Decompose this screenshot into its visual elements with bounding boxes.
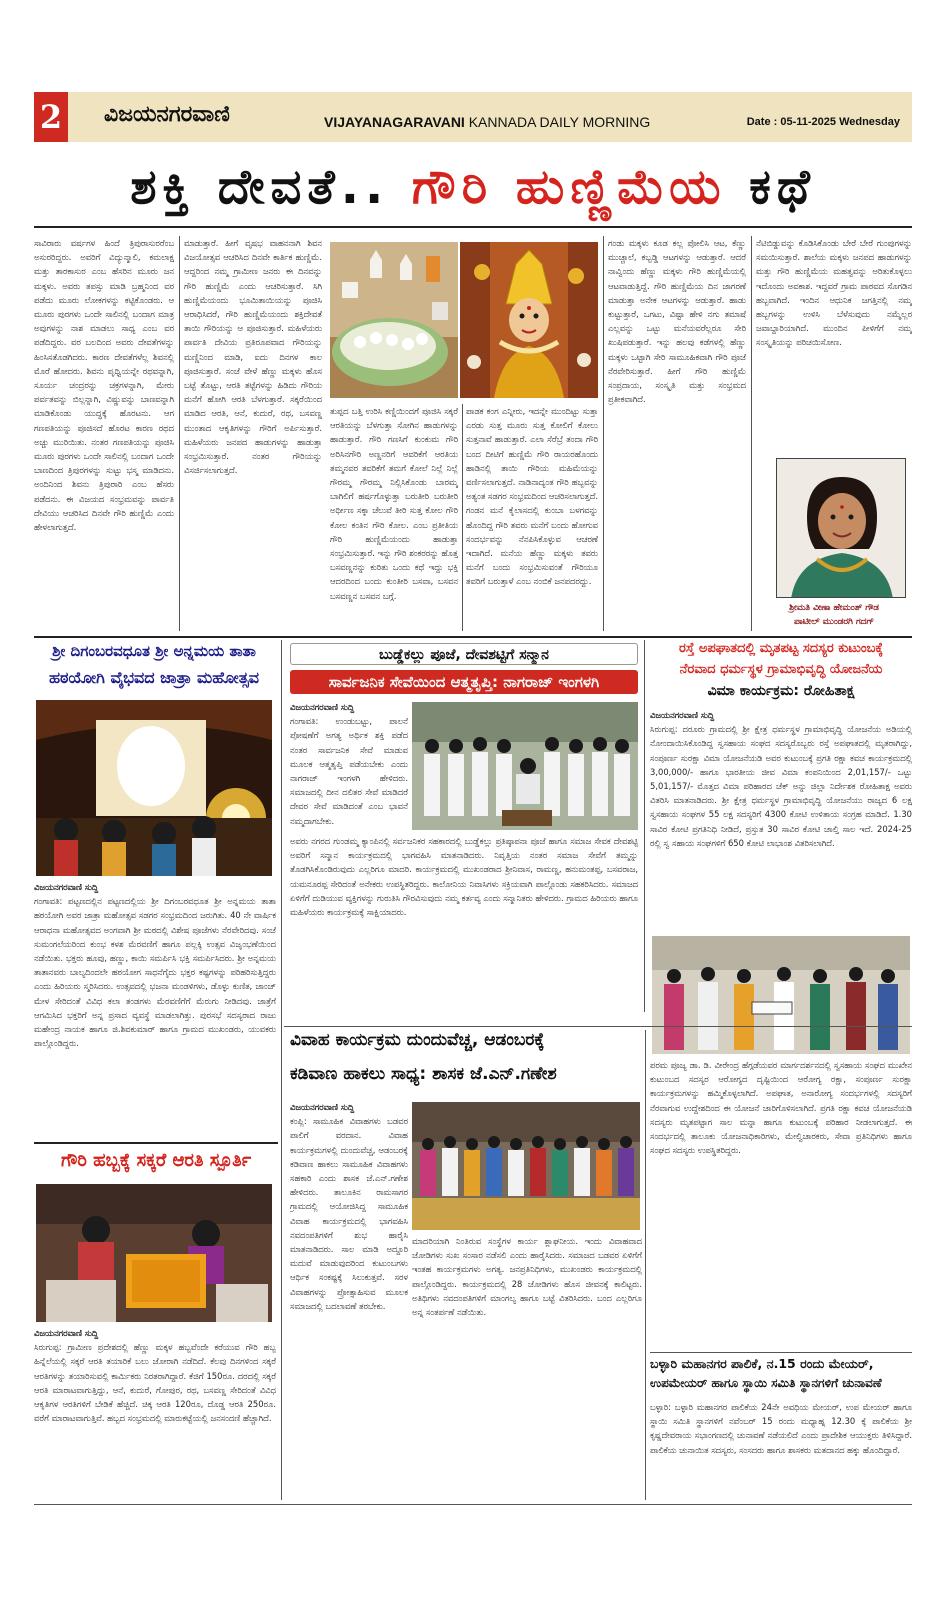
story-f-headline-3: ವಿಮಾ ಕಾರ್ಯಕ್ರಮ: ರೋಹಿತಾಕ್ಷ [707,683,855,699]
story-f-text: ಸಿರುಗುಪ್ಪ: ದರೂರು ಗ್ರಾಮದಲ್ಲಿ ಶ್ರೀ ಕ್ಷೇತ್ರ ಧರ್ಮಸ್ಥಳ ಗ್ರಾಮಾಭಿವೃದ್ಧಿ ಯೋಜನೆಯ ಅಡಿಯಲ್ಲಿ ನೋಂದಾಯಿಸಿಕೊಂಡಿದ್ದ ಸ್ವಸಹಾಯ ಸಂಘದ ಸದಸ್ಯರೊಬ್ಬರು ರಸ್ತೆ ಅಪಘಾತದಲ್ಲಿ ಮೃತರಾಗಿದ್ದು, ಸಂಪೂರ್ಣ ಸುರಕ್ಷಾ ವಿಮಾ ಯೋಜನೆಯಡಿ ಅವರ ಕುಟುಂಬಕ್ಕೆ ಪ್ರಗತಿ ರಕ್ಷಾ ಕವಚ ಕಾರ್ಯಕ್ರಮದಲ್ಲಿ 3,00,000/- ಹಾಗೂ ಭಾರತೀಯ ಜೀವ ವಿಮಾ ಕಂಪನಿಯಿಂದ 2,01,157/- ಒಟ್ಟು 5,01,157/- ಮೊತ್ತದ ವಿಮಾ ಪರಿಹಾರದ ಚೆಕ್ ಅನ್ನು ಜಿಲ್ಲಾ ನಿರ್ದೇಶಕ ರೋಹಿತಾಕ್ಷ ಅವರು ವಿತರಿಸಿ ಮಾತನಾಡಿದರು. ಶ್ರೀ ಕ್ಷೇತ್ರ ಧರ್ಮಸ್ಥಳ ಗ್ರಾಮಾಭಿವೃದ್ಧಿ ಯೋಜನೆಯು ರಾಜ್ಯದ 6 ಲಕ್ಷ ಸ್ವಸಹಾಯ ಸಂಘಗಳ 55 ಲಕ್ಷ ಸದಸ್ಯರಿಗೆ 4300 ಕೋಟಿ ಉಳಿತಾಯ ಸಂಗ್ರಹ ಮಾಡಿದೆ. 1.30 ಸಾವಿರ ಕೋಟಿ ಪ್ರಗತಿನಿಧಿ ನೀಡಿದೆ, ಪ್ರಸ್ತುತ 30 ಸಾವಿರ ಕೋಟಿ ಚಾಲ್ತಿ ಸಾಲ ಇದೆ. 2024-25 ರಲ್ಲಿ ಸ್ವ ಸಹಾಯ ಸಂಘಗಳಿಗೆ 650 ಕೋಟಿ ಲಾಭಾಂಶ ವಿತರಿಸಲಾಗಿದೆ. [650,724,912,848]
sugar-figures-illustration [330,242,458,398]
story-e-text-left: ಕಂಪ್ಲಿ: ಸಾಮೂಹಿಕ ವಿವಾಹಗಳು ಬಡವರ ಪಾಲಿಗೆ ವರದಾನ. ವಿವಾಹ ಕಾರ್ಯಕ್ರಮಗಳಲ್ಲಿ ದುಂದುವೆಚ್ಚ, ಆಡಂಬರಕ್ಕೆ ಕಡಿವಾಣ ಹಾಕಲು ಸಾಮೂಹಿಕ ವಿವಾಹಗಳು ಸಹಕಾರಿ ಎಂದು ಶಾಸಕ ಜೆ.ಎನ್.ಗಣೇಶ ಹೇಳಿದರು. ತಾಲೂಕಿನ ರಾಮಸಾಗರ ಗ್ರಾಮದಲ್ಲಿ ಆಯೋಜಿಸಿದ್ದ ಸಾಮೂಹಿಕ ವಿವಾಹ ಕಾರ್ಯಕ್ರಮದಲ್ಲಿ ಭಾಗವಹಿಸಿ ನವದಂಪತಿಗಳಿಗೆ ಶುಭ ಹಾರೈಸಿ ಮಾತನಾಡಿದರು. ಸಾಲ ಮಾಡಿ ಅದ್ದೂರಿ ಮದುವೆ ಮಾಡುವುದರಿಂದ ಕುಟುಂಬಗಳು ಆರ್ಥಿಕ ಸಂಕಷ್ಟಕ್ಕೆ ಸಿಲುಕುತ್ತವೆ. ಸರಳ ವಿವಾಹಗಳನ್ನು ಪ್ರೋತ್ಸಾಹಿಸುವ ಮೂಲಕ ಸಮಾಜದಲ್ಲಿ ಬದಲಾವಣೆ ತರಬೇಕು. [290,1116,408,1311]
lead-top-rule [34,226,912,228]
column-divider [462,404,463,631]
story-d-text-left: ಗಂಗಾವತಿ: ಉಂಡುಬಟ್ಟು, ಪಾಲನೆ ಪೋಷಣೆಗೆ ಅಗತ್ಯ ಅರ್ಥಿಕ ಶಕ್ತಿ ಪಡೆದ ನಂತರ ಸಾರ್ವಜನಿಕ ಸೇವೆ ಮಾಡುವ ಮೂಲಕ ಆತ್ಮತೃಪ್ತಿ ಪಡೆಯಬೇಕು ಎಂದು ನಾಗರಾಜ್ ಇಂಗಳಗಿ ಹೇಳಿದರು. ಸಮಾಜದಲ್ಲಿ ದೀನ ದಲಿತರ ಸೇವೆ ಮಾಡಿದರೆ ದೇವರ ಸೇವೆ ಮಾಡಿದಂತೆ ಎಂಬ ಭಾವನೆ ನಮ್ಮದಾಗಬೇಕು. [290,716,408,826]
lead-headline-part1: ಶಕ್ತಿ ದೇವತೆ.. [130,159,412,215]
lead-headline-part2: ಗೌರಿ ಹುಣ್ಣಿಮೆಯ [411,159,727,215]
section-divider-right [644,640,645,1012]
festival-night-illustration [36,700,272,876]
story-e-body-right: ಮಾದರಿಯಾಗಿ ನಿಂತಿರುವ ಸಂಸ್ಥೆಗಳ ಕಾರ್ಯ ಶ್ಲಾಘನೀಯ. ಇಂದು ವಿವಾಹವಾದ ಜೋಡಿಗಳು ಸುಖ ಸಂಸಾರ ನಡೆಸಲಿ ಎಂದು ಹಾರೈಸಿದರು. ಸಮಾಜದ ಬಡವರ ಏಳಿಗೆಗೆ ಇಂತಹ ಕಾರ್ಯಕ್ರಮಗಳು ಅಗತ್ಯ. ಜನಪ್ರತಿನಿಧಿಗಳು, ಮುಖಂಡರು ಕಾರ್ಯಕ್ರಮದಲ್ಲಿ ಪಾಲ್ಗೊಂಡಿದ್ದರು. ಕಾರ್ಯಕ್ರಮದಲ್ಲಿ 28 ಜೋಡಿಗಳು ಹೊಸ ಜೀವನಕ್ಕೆ ಕಾಲಿಟ್ಟರು. ಅತಿಥಿಗಳು ನವದಂಪತಿಗಳಿಗೆ ಮಾಂಗಲ್ಯ ಹಾಗೂ ಬಟ್ಟೆ ವಿತರಿಸಿದರು. ಬಂದ ಎಲ್ಲರಿಗೂ ಅನ್ನ ಸಂತರ್ಪಣೆ ನಡೆಯಿತು. [412,1236,642,1318]
story-b-photo-festival [36,700,272,876]
story-g-top-rule [650,1352,912,1353]
story-b-text: ಗಂಗಾವತಿ: ಪಟ್ಟಣದಲ್ಲಿನ ಪಟ್ಟಣದಲ್ಲಿಯ ಶ್ರೀ ದಿಗಂಬರವಧೂತ ಶ್ರೀ ಅನ್ನಮಯ ತಾತಾ ಹಠಯೋಗಿ ಅವರ ಜಾತ್ರಾ ಮಹೋತ್ಸವ ಸಡಗರ ಸಂಭ್ರಮದಿಂದ ಜರುಗಿತು. 40 ನೇ ವಾರ್ಷಿಕ ಆರಾಧನಾ ಮಹೋತ್ಸವದ ಅಂಗವಾಗಿ ಶ್ರೀ ಮಠದಲ್ಲಿ ವಿಶೇಷ ಪೂಜೆಗಳು ನೆರವೇರಿದವು. ಸಂಜೆ ಸುಮಂಗಲೆಯರಿಂದ ಕುಂಭ ಕಳಶ ಮೆರವಣಿಗೆ ಹಾಗೂ ಪಲ್ಲಕ್ಕಿ ಉತ್ಸವ ವಿಜೃಂಭಣೆಯಿಂದ ನಡೆಯಿತು. ಭಕ್ತರು ಹೂವು, ಹಣ್ಣು, ಕಾಯಿ ಸಮರ್ಪಿಸಿ ಭಕ್ತಿ ಸಮರ್ಪಿಸಿದರು. ಶ್ರೀ ಅನ್ನಮಯ ತಾತಾನವರು ಬಾಲ್ಯದಿಂದಲೇ ಹಠಯೋಗ ಸಾಧನೆಗೈದು ಭಕ್ತರ ಕಷ್ಟಗಳನ್ನು ಪರಿಹರಿಸುತ್ತಿದ್ದರು ಎಂದು ಹಿರಿಯರು ಸ್ಮರಿಸಿದರು. ಉತ್ಸವದಲ್ಲಿ ಭಜನಾ ಮಂಡಳಿಗಳು, ಡೊಳ್ಳು ಕುಣಿತ, ಜಾಂಜ್ ಮೇಳ ಸೇರಿದಂತೆ ವಿವಿಧ ಕಲಾ ತಂಡಗಳು ಮೆರವಣಿಗೆಗೆ ಮೆರುಗು ನೀಡಿದವು. ಜಾತ್ರೆಗೆ ಆಗಮಿಸಿದ ಭಕ್ತರಿಗೆ ಅನ್ನ ಪ್ರಸಾದ ವ್ಯವಸ್ಥೆ ಮಾಡಲಾಗಿತ್ತು. ಪುರಸಭೆ ಸದಸ್ಯರಾದ ರಾಜು ಮಹೇಂದ್ರ ನಾಯಕ ಹಾಗೂ ಜಿ.ಶಿವಕುಮಾರ್ ಹಾಗೂ ಗ್ರಾಮದ ಮುಖಂಡರು, ಯುವಕರು ಪಾಲ್ಗೊಂಡಿದ್ದರು. [34,896,276,1049]
page-bottom-rule [34,1504,912,1505]
story-b-bottom-rule [34,1142,278,1144]
author-place: ಪಾಟೀಲ್ ಮುಂಡರಗಿ ಗದಗ್ [794,617,874,627]
author-photo [776,458,906,598]
story-d-body-main: ಅವರು ನಗರದ ಗುಂಡಮ್ಮ ಕ್ಯಾಂಪಿನಲ್ಲಿ ಸರ್ವಜನಿಕರ ಸಹಕಾರದಲ್ಲಿ ಬುಡ್ಡೆಕಲ್ಲು ಪ್ರತಿಷ್ಠಾಪನಾ ಪೂಜೆ ಹಾಗೂ ಸಮಾಜ ಸೇವಕ ದೇವಶಟ್ಟಿ ಅವರಿಗೆ ಸನ್ಮಾನ ಕಾರ್ಯಕ್ರಮದಲ್ಲಿ ಭಾಗವಹಿಸಿ ಮಾತನಾಡಿದರು. ನಿವೃತ್ತಿಯ ನಂತರ ಸಮಾಜ ಸೇವೆಗೆ ತಮ್ಮನ್ನು ತೊಡಗಿಸಿಕೊಂಡಿರುವುದು ಎಲ್ಲರಿಗೂ ಮಾದರಿ. ಕಾರ್ಯಕ್ರಮದಲ್ಲಿ ಮುಖಂಡರಾದ ಶ್ರೀನಿವಾಸ, ರಾಮಣ್ಣ, ಹನುಮಂತಪ್ಪ, ಬಸವರಾಜ, ಯಮನೂರಪ್ಪ ಸೇರಿದಂತೆ ಅನೇಕರು ಉಪಸ್ಥಿತರಿದ್ದರು. ಕಾಲೋನಿಯ ನಿವಾಸಿಗಳು ಸಕ್ರಿಯವಾಗಿ ಪಾಲ್ಗೊಂಡು ಸಹಕರಿಸಿದರು. ಸಮಾಜದ ಏಳಿಗೆಗೆ ದುಡಿಯುವ ವ್ಯಕ್ತಿಗಳನ್ನು ಗುರುತಿಸಿ ಗೌರವಿಸುವುದು ನಮ್ಮ ಕರ್ತವ್ಯ ಎಂದು ಸನ್ಮಾನಿತರು ಹೇಳಿದರು. ಗ್ರಾಮದ ಹಿರಿಯರು ಹಾಗೂ ಮಹಿಳೆಯರು ಕಾರ್ಯಕ್ರಮಕ್ಕೆ ಸಾಕ್ಷಿಯಾದರು. [290,836,638,918]
story-b-headline-1: ಶ್ರೀ ದಿಗಂಬರವಧೂತ ಶ್ರೀ ಅನ್ನಮಯ ತಾತಾ [52,642,256,660]
story-e-photo-wedding [412,1102,640,1230]
story-c-body [34,1326,276,1496]
masthead [34,92,912,142]
story-f-headline-1: ರಸ್ತೆ ಅಪಘಾತದಲ್ಲಿ ಮೃತಪಟ್ಟ ಸದಸ್ಯರ ಕುಟುಂಬಕ್ಕೆ [678,641,884,656]
story-e-body-left [290,1100,408,1500]
sugar-arati-workshop-illustration [36,1184,272,1322]
lead-column-5: ಗಂಡು ಮಕ್ಕಳು ಕೂಡ ಕಲ್ಲ ಪೋಲಿಸಿ ಆಟ, ಕೆಣ್ಣು ಮುಚ್ಚಾಲೆ, ಕಬ್ಬಡ್ಡಿ ಆಟಗಳನ್ನು ಆಡುತ್ತಾರೆ. ಆದರೆ ನಾವ್ವಿಂದು ಹೆಣ್ಣು ಮಕ್ಕಳು ಗೌರಿ ಹುಣ್ಣಿಮೆಯಲ್ಲಿ ಆಟವಾಡುತ್ತಿದ್ದೆ. ಗೌರಿ ಹುಣ್ಣಿಮೆಯ ದಿನ ಜಾಗರಣೆ ಮಾಡುತ್ತಾ ಅನೇಕ ಆಟಗಳನ್ನು ಆಡುತ್ತಾರೆ. ಹಾಡು ಕುಟ್ಟುತ್ತಾರೆ, ಒಗಟು, ವಿಷ್ಟಾ ಹೇಳಿ ನಗು ತಮಾಷೆ ಎಲ್ಲವನ್ನು ಒಟ್ಟು ಮನೆಯವರೆಲ್ಲರೂ ಸೇರಿ ಖುಷಿಪಡುತ್ತಾರೆ. ಇನ್ನು ಹಲವು ಕಡೆಗಳಲ್ಲಿ ಹೆಣ್ಣು ಮಕ್ಕಳು ಒಟ್ಟಾಗಿ ಸೇರಿ ಸಾಮೂಹಿಕವಾಗಿ ಗೌರಿ ಪೂಜೆ ನೆರವೇರಿಸುತ್ತಾರೆ. ಹೀಗೆ ಗೌರಿ ಹುಣ್ಣಿಮೆ ಸಂಪ್ರದಾಯ, ಸಂಸ್ಕೃತಿ ಮತ್ತು ಸಂಭ್ರಮದ ಪ್ರತೀಕವಾಗಿದೆ. [608,238,746,405]
story-e-dateline: ವಿಜಯನಗರವಾಣಿ ಸುದ್ದಿ [290,1102,355,1112]
mass-wedding-illustration [412,1102,640,1230]
lead-headline-part3: ಕಥೆ [726,159,816,215]
author-name: ಶ್ರೀಮತಿ ವೀಣಾ ಹೇಮಂತ್ ಗೌಡ [789,603,879,613]
column-divider [603,236,604,631]
lead-photo-gauri-idol [460,242,598,398]
author-portrait-illustration [777,459,906,598]
section-divider-right-lower [645,1030,646,1500]
story-b-body [34,880,276,1138]
story-d-photo-group [412,702,638,830]
gauri-idol-illustration [460,242,598,398]
story-g-headline-2: ಉಪಮೇಯರ್ ಹಾಗೂ ಸ್ಥಾಯಿ ಸಮಿತಿ ಸ್ಥಾನಗಳಿಗೆ ಚುನಾವಣೆ [650,1376,882,1390]
lead-column-4: ಪಾಡಕ ಕಂಗ ಎನ್ನೀರು, ಇದನ್ನೇ ಮುಂದಿಟ್ಟು ಸುತ್ತಾ ಎರಡು ಸುತ್ತ ಮೂರು ಸುತ್ತ ಕೋಲಿಗೆ ಕೋಲು ಸುತ್ತನಾವೆ ಹಾಡುತ್ತಾರೆ. ಎಲಾ ಸೆರೆಬ್ರೆ ತಂದಾ ಗೌರಿ ಬಂದ ದೀಟಿಗೆ ಹುಣ್ಣಿಮೆ ಗೌರಿ ರಾಯರಹೊಂದು ಹಾಡಿನಲ್ಲಿ ತಾಯಿ ಗೌರಿಯ ಮಹಿಮೆಯನ್ನು ವರ್ಣಿಸಲಾಗುತ್ತದೆ. ನಾಡಿನಾದ್ಯಂತ ಗೌರಿ ಹಬ್ಬವನ್ನು ಅತ್ಯಂತ ಸಡಗರ ಸಂಭ್ರಮದಿಂದ ಆಚರಿಸಲಾಗುತ್ತದೆ. ಗಂಡನ ಮನೆ ಕೈಲಾಸದಲ್ಲಿ ಕುಂಬಾ ಬಳಗವನ್ನು ಹೊಂದಿದ್ದ ಗೌರಿ ತವರು ಮನೆಗೆ ಬಂದು ಹೋಗುವ ಸಂದರ್ಭವನ್ನು ನೆನಪಿಸಿಕೊಳ್ಳುವ ಆಚರಣೆ ಇದಾಗಿದೆ. ಮನೆಯ ಹೆಣ್ಣು ಮಕ್ಕಳು ತವರು ಮನೆಗೆ ಬಂದು ಸಂಭ್ರಮಿಸುವಂತೆ ಗೌರಿಯೂ ತವರಿಗೆ ಬರುತ್ತಾಳೆ ಎಂಬ ನಂಬಿಕೆ ಜನಪದರದ್ದು. [466,406,598,587]
story-c-photo-sugar-arati [36,1184,272,1322]
page-number: 2 [34,92,68,142]
lead-bottom-rule [34,636,912,638]
story-d-banner: ಬುಡ್ಡೆಕಲ್ಲು ಪೂಜೆ, ದೇವಶಟ್ಟಿಗೆ ಸನ್ಮಾನ [290,643,638,665]
story-d-headline: ಸಾರ್ವಜನಿಕ ಸೇವೆಯಿಂದ ಆತ್ಮತೃಪ್ತಿ: ನಾಗರಾಜ್ ಇಂಗಳಗಿ [290,670,638,694]
lead-photo-sugar-figures [330,242,458,398]
lead-headline [34,152,912,222]
group-honor-illustration [412,702,638,830]
story-b-headline-2: ಹಠಯೋಗಿ ವೈಭವದ ಜಾತ್ರಾ ಮಹೋತ್ಸವ [48,668,260,687]
story-c-text: ಸಿರುಗುಪ್ಪ: ಗ್ರಾಮೀಣ ಪ್ರದೇಶದಲ್ಲಿ ಹೆಣ್ಣು ಮಕ್ಕಳ ಹಬ್ಬವೆಂದೇ ಕರೆಯುವ ಗೌರಿ ಹಬ್ಬ ಹಿನ್ನೆಲೆಯಲ್ಲಿ ಸಕ್ಕರೆ ಆರತಿ ತಯಾರಿಕೆ ಬಲು ಜೋರಾಗಿ ನಡೆದಿದೆ. ಕೆಲವು ದಿನಗಳಿಂದ ಸಕ್ಕರೆ ಆರತಿಗಳನ್ನು ತಯಾರಿಸುವಲ್ಲಿ ಕಾರ್ಮಿಕರು ನಿರತರಾಗಿದ್ದಾರೆ. ಕೆಜಿಗೆ 150ರೂ. ದರದಲ್ಲಿ ಸಕ್ಕರೆ ಆರತಿ ಮಾರಾಟವಾಗುತ್ತಿದ್ದು, ಆನೆ, ಕುದುರೆ, ಗೋಪುರ, ರಥ, ಬಸವಣ್ಣ ಸೇರಿದಂತೆ ವಿವಿಧ ಆಕೃತಿಗಳ ಆರತಿಗಳಿಗೆ ಬೇಡಿಕೆ ಹೆಚ್ಚಿದೆ. ಚಿಕ್ಕ ಆರತಿ 120ರೂ, ದೊಡ್ಡ ಆರತಿ 250ರೂ. ವರೆಗೆ ಮಾರಾಟವಾಗುತ್ತಿವೆ. ಹಬ್ಬದ ಸಂಭ್ರಮದಲ್ಲಿ ಮಾರುಕಟ್ಟೆಯಲ್ಲಿ ಜನಸಂದಣಿ ಹೆಚ್ಚಾಗಿದೆ. [34,1342,276,1424]
story-f-body-2: ಪರಮ ಪೂಜ್ಯ ಡಾ. ಡಿ. ವೀರೇಂದ್ರ ಹೆಗ್ಗಡೆಯವರ ಮಾರ್ಗದರ್ಶನದಲ್ಲಿ ಸ್ವಸಹಾಯ ಸಂಘದ ಮುಖೇನ ಕುಟುಂಬದ ಸದಸ್ಯರ ಆರೋಗ್ಯದ ದೃಷ್ಟಿಯಿಂದ ಆರೋಗ್ಯ ರಕ್ಷಾ, ಸಂಪೂರ್ಣ ಸುರಕ್ಷಾ ಕಾರ್ಯಕ್ರಮಗಳನ್ನು ಹಮ್ಮಿಕೊಳ್ಳಲಾಗಿದೆ. ಅಪಘಾತ, ಅನಾರೋಗ್ಯ ಸಂದರ್ಭಗಳಲ್ಲಿ ಸದಸ್ಯರಿಗೆ ನೆರವಾಗುವ ಉದ್ದೇಶದಿಂದ ಈ ಯೋಜನೆ ಜಾರಿಗೊಳಿಸಲಾಗಿದೆ. ಪ್ರಗತಿ ರಕ್ಷಾ ಕವಚ ಯೋಜನೆಯಡಿ ಸದಸ್ಯರು ಮೃತಪಟ್ಟಾಗ ಸಾಲ ಮನ್ನಾ ಹಾಗೂ ಕುಟುಂಬಕ್ಕೆ ಪರಿಹಾರ ನೀಡಲಾಗುತ್ತದೆ. ಈ ಸಂದರ್ಭದಲ್ಲಿ ತಾಲೂಕು ಯೋಜನಾಧಿಕಾರಿಗಳು, ಮೇಲ್ವಿಚಾರಕರು, ಸೇವಾ ಪ್ರತಿನಿಧಿಗಳು ಹಾಗೂ ಸಂಘದ ಸದಸ್ಯರು ಉಪಸ್ಥಿತರಿದ್ದರು. [650,1060,912,1156]
story-f-headline-2: ನೆರವಾದ ಧರ್ಮಸ್ಥಳ ಗ್ರಾಮಾಭಿವೃದ್ಧಿ ಯೋಜನೆಯ [679,662,883,677]
brand-english-bold: VIJAYANAGARAVANI [324,114,465,130]
issue-date: Date : 05-11-2025 Wednesday [746,116,900,128]
lead-column-3: ತುಪ್ಪದ ಬತ್ತಿ ಉರಿಸಿ ಕಣ್ಣಿಯಿಂದಗೆ ಪೂಜಿಸಿ ಸಕ್ಕರೆ ಆರತಿಯನ್ನು ಬೆಳಗುತ್ತಾ ಸೋಗಿನ ಹಾಡುಗಳನ್ನು ಹಾಡುತ್ತಾರೆ. ಗೌರಿ ಗಣಸಿಗೆ ಕುಂಕುಮ ಗೌರಿ ಅರಿಸಿನಗೌರಿ ಅಣ್ಣನರಿಗೆ ಆವರಿಕೆಗೆ ಆರತಿಯ ತಮ್ಮನವರ ತವರಿಕೆಗೆ ತಮಗೆ ಕೋಲೆ ನಿಲ್ಲೆ ನಿಲ್ಲೆ ಗೌರಮ್ಮ ಗೌರಮ್ಮ ನಿಲ್ಲಿಸಿಕೊಂಡು ಬಾರಮ್ಮ ಬಾಗಿಲಿಗೆ ಹರ್ಷಗೊಳ್ಳುತ್ತಾ ಬರುತೀರಿ ಬರುತೀರಿ ಅರ್ಥೀಣ ಸಕ್ಕಾ ಚೆಲುವೆ ತೀರಿ ಸುತ್ತ ಕೋಲ ಗೌರಿ ಕೋಲ ಕಂತಿನ ಗೌರಿ ಕೋಲ. ಎಂಬ ಪ್ರತೀತಿಯ ಗೌರಿ ಹುಣ್ಣಿಮೆಯಂದು ಹಾಡುತ್ತಾ ಸಂಭ್ರಮಿಸುತ್ತಾರೆ. ಇನ್ನು ಗೌರಿ ಶಂಕರರನ್ನು ಹೊತ್ತ ಬಸವಣ್ಣನನ್ನು ಕುರಿತು ಒಂದು ಕಥೆ ಇದ್ದು ಭಕ್ತಿ ಆದರದಿಂದ ಬಂದು ಕುಂತೀರಿ ಬಸವಾ, ಬಸವನ ಬಸವಣ್ಣನ ಬಸವನ ಬಗ್ಗೆ. [330,406,458,601]
story-e-headline-1: ವಿವಾಹ ಕಾರ್ಯಕ್ರಮ ದುಂದುವೆಚ್ಚ, ಆಡಂಬರಕ್ಕೆ [290,1030,545,1050]
story-f-photo-cheque [652,936,910,1054]
story-f-dateline: ವಿಜಯನಗರವಾಣಿ ಸುದ್ದಿ [650,710,715,720]
column-divider [179,236,180,631]
story-e-top-rule [284,1026,912,1027]
story-b-dateline: ವಿಜಯನಗರವಾಣಿ ಸುದ್ದಿ [34,882,99,892]
cheque-handover-illustration [652,936,910,1054]
brand-english-rest: KANNADA DAILY MORNING [464,114,651,130]
lead-column-1: ಸಾವಿರಾರು ವರ್ಷಗಳ ಹಿಂದೆ ತ್ರಿಪುರಾಸುರರೆಂಬ ಅಸುರರಿದ್ದರು. ಅವರಿಗೆ ವಿದ್ಯುನ್ಮಾಲಿ, ಕಮಲಾಕ್ಷ ಮತ್ತು ತಾರಕಾಸುರ ಎಂಬ ಹೆಸರಿನ ಮೂರು ಜನ ಮಕ್ಕಳು. ಅವರು ತಪಸ್ಸು ಮಾಡಿ ಬ್ರಹ್ಮನಿಂದ ವರ ಪಡೆದು ಮೂರು ಲೋಕಗಳನ್ನು ಕಟ್ಟಿಕೊಂಡರು. ಆ ಮೂರು ಪುರಗಳು ಒಂದೇ ಸಾಲಿನಲ್ಲಿ ಬಂದಾಗ ಮಾತ್ರ ಅವುಗಳನ್ನು ನಾಶ ಮಾಡಲು ಸಾಧ್ಯ ಎಂಬ ವರ ಪಡೆದಿದ್ದರು. ವರ ಬಲದಿಂದ ಅವರು ದೇವತೆಗಳನ್ನು ಹಿಂಸಿಸತೊಡಗಿದರು. ಕಾರಣ ದೇವತೆಗಳೆಲ್ಲ ಶಿವನಲ್ಲಿ ಮೊರೆ ಹೋದರು. ಶಿವನು ಪೃಥ್ವಿಯನ್ನೇ ರಥವನ್ನಾಗಿ, ಸೂರ್ಯ ಚಂದ್ರರನ್ನು ಚಕ್ರಗಳನ್ನಾಗಿ, ಮೇರು ಪರ್ವತವನ್ನು ಬಿಲ್ಲನ್ನಾಗಿ, ವಿಷ್ಣುವನ್ನು ಬಾಣವನ್ನಾಗಿ ಮಾಡಿಕೊಂಡು ಯುದ್ಧಕ್ಕೆ ಹೊರಟನು. ಆಗ ಗಣಪತಿಯನ್ನು ಪೂಜಿಸದೆ ಹೊರಟ ಕಾರಣ ರಥದ ಅಚ್ಚು ಮುರಿಯಿತು. ನಂತರ ಗಣಪತಿಯನ್ನು ಪೂಜಿಸಿ ಮೂರು ಪುರಗಳು ಒಂದೇ ಸಾಲಿನಲ್ಲಿ ಬಂದಾಗ ಒಂದೇ ಬಾಣದಿಂದ ತ್ರಿಪುರಗಳನ್ನು ಸುಟ್ಟು ಭಸ್ಮ ಮಾಡಿದನು. ಅಂದಿನಿಂದ ಶಿವನು ತ್ರಿಪುರಾರಿ ಎಂಬ ಹೆಸರು ಪಡೆದನು. ಈ ವಿಜಯದ ಸಂಭ್ರಮವನ್ನು ಪಾರ್ವತಿ ದೇವಿಯು ಆಚರಿಸಿದ ದಿನವೇ ಗೌರಿ ಹುಣ್ಣಿಮೆ ಎಂದು ಹೇಳಲಾಗುತ್ತದೆ. [34,238,174,533]
column-divider [751,236,752,631]
brand-english [324,114,650,130]
story-g-body: ಬಳ್ಳಾರಿ: ಬಳ್ಳಾರಿ ಮಹಾನಗರ ಪಾಲಿಕೆಯ 24ನೇ ಅವಧಿಯ ಮೇಯರ್, ಉಪ ಮೇಯರ್ ಹಾಗೂ ಸ್ಥಾಯಿ ಸಮಿತಿ ಸ್ಥಾನಗಳಿಗೆ ನವೆಂಬರ್ 15 ರಂದು ಮಧ್ಯಾಹ್ನ 12.30 ಕ್ಕೆ ಪಾಲಿಕೆಯ ಶ್ರೀ ಕೃಷ್ಣದೇವರಾಯ ಸಭಾಂಗಣದಲ್ಲಿ ಚುನಾವಣೆ ನಡೆಯಲಿದೆ ಎಂದು ಪ್ರಾದೇಶಿಕ ಆಯುಕ್ತರು ತಿಳಿಸಿದ್ದಾರೆ. ಪಾಲಿಕೆಯ ಚುನಾಯಿತ ಸದಸ್ಯರು, ಸಂಸದರು ಹಾಗೂ ಶಾಸಕರು ಮತದಾನದ ಹಕ್ಕು ಹೊಂದಿದ್ದಾರೆ. [650,1402,912,1455]
story-d-dateline: ವಿಜಯನಗರವಾಣಿ ಸುದ್ದಿ [290,702,355,712]
story-c-headline: ಗೌರಿ ಹಬ್ಬಕ್ಕೆ ಸಕ್ಕರೆ ಆರತಿ ಸ್ಪೂರ್ತಿ [60,1150,252,1171]
story-g-headline-1: ಬಳ್ಳಾರಿ ಮಹಾನಗರ ಪಾಲಿಕೆ, ನ.15 ರಂದು ಮೇಯರ್, [650,1356,874,1371]
story-c-dateline: ವಿಜಯನಗರವಾಣಿ ಸುದ್ದಿ [34,1328,99,1338]
story-e-headline-2: ಕಡಿವಾಣ ಹಾಕಲು ಸಾಧ್ಯ: ಶಾಸಕ ಜೆ.ಎನ್.ಗಣೇಶ [290,1064,557,1084]
story-d-body-left [290,700,408,828]
lead-column-6: ನೆಟಿಬಿಡ್ಡುವನ್ನು ಕೊಡಿಸಿಕೊಂಡು ಬೇರೆ ಬೇರೆ ಗುಂಪುಗಳನ್ನು ಸಮಯಿಸುತ್ತಾರೆ. ಶಾಲೆಯ ಮಕ್ಕಳು ಜನಪದ ಹಾಡುಗಳನ್ನು ಮತ್ತು ಗೌರಿ ಹುಣ್ಣಿಮೆಯ ಮಹತ್ವವನ್ನು ಅರಿತುಕೊಳ್ಳಲು ಇದೊಂದು ಅವಕಾಶ. ಇದ್ದವರೆ ಗ್ರಾಮ ಪಾಠವದ ಸೊಗಡಿನ ಹಬ್ಬವಾಗಿದೆ. ಇಂದಿನ ಆಧುನಿಕ ಜಗತ್ತಿನಲ್ಲಿ ನಮ್ಮ ಹಬ್ಬಗಳನ್ನು ಉಳಿಸಿ ಬೆಳೆಸುವುದು ನಮ್ಮೆಲ್ಲರ ಜವಾಬ್ದಾರಿಯಾಗಿದೆ. ಮುಂದಿನ ಪೀಳಿಗೆಗೆ ನಮ್ಮ ಸಂಸ್ಕೃತಿಯನ್ನು ಪರಿಚಯಿಸೋಣ. [756,238,912,348]
brand-kannada: ವಿಜಯನಗರವಾಣಿ [104,102,230,127]
story-f-body [650,708,912,932]
section-divider-left [281,640,282,1500]
lead-column-2: ಮಾಡುತ್ತಾರೆ. ಹೀಗೆ ವೃಷಭ ವಾಹನನಾಗಿ ಶಿವನ ವಿಜಯೋತ್ಸವ ಆಚರಿಸಿದ ದಿನವೇ ಕಾರ್ತಿಕ ಹುಣ್ಣಿಮೆ. ಆದ್ದರಿಂದ ನಮ್ಮ ಗ್ರಾಮೀಣ ಜನರು ಈ ದಿನವನ್ನು ಗೌರಿ ಹುಣ್ಣಿಮೆ ಎಂದು ಆಚರಿಸುತ್ತಾರೆ. ಸಿಗಿ ಹುಣ್ಣಿಮೆಯಂದು ಭೂಮಿತಾಯಿಯನ್ನು ಪೂಜಿಸಿ ಆರಾಧಿಸಿದರೆ, ಗೌರಿ ಹುಣ್ಣಿಮೆಯಂದು ಶಕ್ತಿದೇವತೆ ತಾಯಿ ಗೌರಿಯನ್ನು ಆ ಪೂಜಿಸುತ್ತಾರೆ. ಮಹಿಳೆಯರು ಪಾರ್ವತಿ ದೇವಿಯ ಪ್ರತಿರೂಪವಾದ ಗೌರಿಯನ್ನು ಮಣ್ಣಿನಿಂದ ಮಾಡಿ, ಐದು ದಿನಗಳ ಕಾಲ ಪೂಜಿಸುತ್ತಾರೆ. ಸಂಜೆ ವೇಳೆ ಹೆಣ್ಣು ಮಕ್ಕಳು ಹೊಸ ಬಟ್ಟೆ ತೊಟ್ಟು, ಆರತಿ ತಟ್ಟೆಗಳನ್ನು ಹಿಡಿದು ಗೌರಿಯ ಮನೆಗೆ ಹೋಗಿ ಆರತಿ ಬೆಳಗುತ್ತಾರೆ. ಸಕ್ಕರೆಯಿಂದ ಮಾಡಿದ ಆರತಿ, ಆನೆ, ಕುದುರೆ, ರಥ, ಬಸವಣ್ಣ ಮುಂತಾದ ಆಕೃತಿಗಳನ್ನು ಗೌರಿಗೆ ಅರ್ಪಿಸುತ್ತಾರೆ. ಮಹಿಳೆಯರು ಜನಪದ ಹಾಡುಗಳನ್ನು ಹಾಡುತ್ತಾ ಸಂಭ್ರಮಿಸುತ್ತಾರೆ. ನಂತರ ಗೌರಿಯನ್ನು ವಿಸರ್ಜಿಸಲಾಗುತ್ತದೆ. [184,238,322,476]
